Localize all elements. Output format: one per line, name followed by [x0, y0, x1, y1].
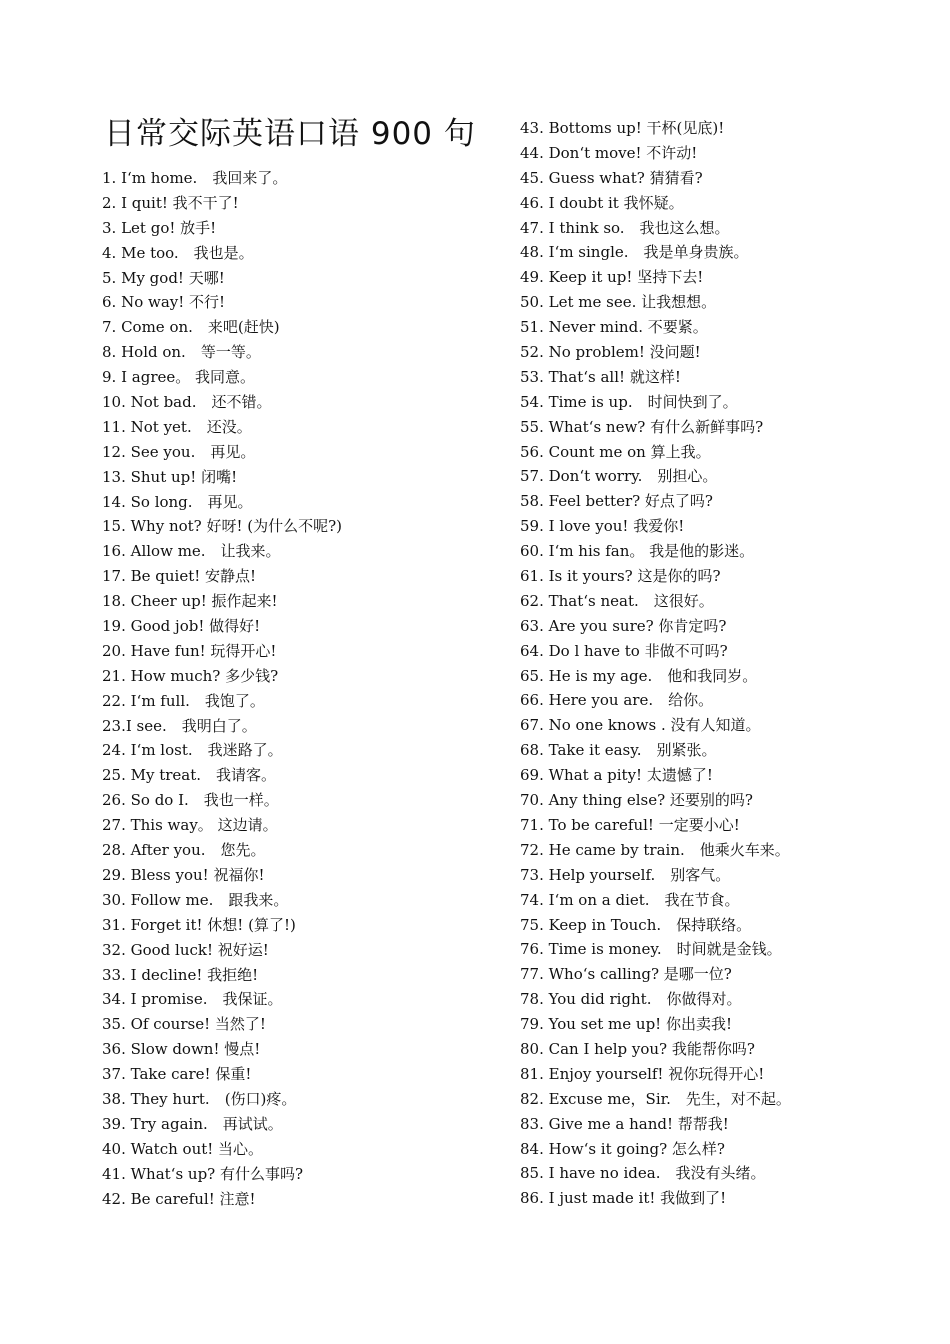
phrase-item: 28. After you. 您先。: [102, 841, 266, 860]
phrase-item: 36. Slow down! 慢点!: [102, 1040, 261, 1059]
phrase-item: 78. You did right. 你做得对。: [520, 990, 742, 1009]
phrase-item: 71. To be careful! 一定要小心!: [520, 815, 740, 834]
phrase-item: 49. Keep it up! 坚持下去!: [520, 268, 704, 287]
phrase-item: 30. Follow me. 跟我来。: [102, 890, 289, 909]
phrase-item: 74. I‘m on a diet. 我在节食。: [520, 890, 740, 909]
phrase-item: 58. Feel better? 好点了吗?: [520, 492, 713, 511]
phrase-item: 55. What‘s new? 有什么新鲜事吗?: [520, 417, 764, 436]
phrase-item: 54. Time is up. 时间快到了。: [520, 392, 738, 411]
phrase-item: 15. Why not? 好呀! (为什么不呢?): [102, 517, 343, 536]
phrase-item: 83. Give me a hand! 帮帮我!: [520, 1114, 729, 1133]
phrase-item: 85. I have no idea. 我没有头绪。: [520, 1164, 766, 1183]
phrase-item: 39. Try again. 再试试。: [102, 1114, 283, 1133]
phrase-item: 81. Enjoy yourself! 祝你玩得开心!: [520, 1064, 765, 1083]
phrase-item: 66. Here you are. 给你。: [520, 691, 714, 710]
phrase-item: 8. Hold on. 等一等。: [102, 343, 261, 362]
phrase-item: 37. Take care! 保重!: [102, 1065, 252, 1084]
phrase-item: 26. So do I. 我也一样。: [102, 791, 279, 810]
phrase-item: 73. Help yourself. 别客气。: [520, 865, 731, 884]
phrase-item: 47. I think so. 我也这么想。: [520, 218, 730, 237]
phrase-item: 24. I‘m lost. 我迷路了。: [102, 741, 283, 760]
phrase-item: 34. I promise. 我保证。: [102, 990, 283, 1009]
phrase-item: 21. How much? 多少钱?: [102, 666, 279, 685]
phrase-item: 50. Let me see. 让我想想。: [520, 293, 717, 312]
phrase-item: 18. Cheer up! 振作起来!: [102, 592, 278, 611]
phrase-item: 69. What a pity! 太遗憾了!: [520, 766, 713, 785]
phrase-item: 51. Never mind. 不要紧。: [520, 318, 708, 337]
phrase-item: 48. I‘m single. 我是单身贵族。: [520, 243, 749, 262]
phrase-item: 10. Not bad. 还不错。: [102, 393, 272, 412]
phrase-item: 13. Shut up! 闭嘴!: [102, 467, 238, 486]
phrase-item: 84. How‘s it going? 怎么样?: [520, 1139, 725, 1158]
phrase-item: 64. Do l have to 非做不可吗?: [520, 641, 728, 660]
phrase-item: 9. I agree。 我同意。: [102, 368, 256, 387]
phrase-item: 72. He came by train. 他乘火车来。: [520, 840, 790, 859]
right-phrase-column: [520, 116, 940, 1211]
phrase-item: 45. Guess what? 猜猜看?: [520, 168, 703, 187]
phrase-item: 62. That‘s neat. 这很好。: [520, 591, 714, 610]
phrase-item: 44. Don‘t move! 不许动!: [520, 143, 698, 162]
phrase-item: 53. That‘s all! 就这样!: [520, 367, 681, 386]
page-title: 日常交际英语口语 900 句: [104, 116, 476, 152]
phrase-item: 17. Be quiet! 安静点!: [102, 567, 257, 586]
phrase-item: 43. Bottoms up! 干杯(见底)!: [520, 119, 725, 137]
phrase-item: 63. Are you sure? 你肯定吗?: [520, 616, 727, 635]
phrase-item: 86. I just made it! 我做到了!: [520, 1189, 727, 1208]
phrase-item: 70. Any thing else? 还要别的吗?: [520, 791, 753, 810]
phrase-item: 6. No way! 不行!: [102, 293, 226, 312]
phrase-item: 75. Keep in Touch. 保持联络。: [520, 915, 752, 934]
phrase-item: 20. Have fun! 玩得开心!: [102, 641, 277, 660]
phrase-item: 60. I‘m his fan。 我是他的影迷。: [520, 542, 755, 561]
phrase-item: 41. What‘s up? 有什么事吗?: [102, 1164, 304, 1183]
phrase-item: 52. No problem! 没问题!: [520, 343, 701, 362]
phrase-item: 33. I decline! 我拒绝!: [102, 965, 259, 984]
phrase-item: 23.I see. 我明白了。: [102, 716, 257, 735]
phrase-item: 77. Who‘s calling? 是哪一位?: [520, 965, 732, 984]
phrase-item: 56. Count me on 算上我。: [520, 442, 711, 461]
phrase-item: 40. Watch out! 当心。: [102, 1139, 264, 1158]
phrase-item: 3. Let go! 放手!: [102, 218, 217, 237]
phrase-item: 65. He is my age. 他和我同岁。: [520, 666, 758, 685]
phrase-item: 2. I quit! 我不干了!: [102, 193, 239, 212]
phrase-item: 67. No one knows . 没有人知道。: [520, 716, 761, 735]
phrase-item: 5. My god! 天哪!: [102, 268, 225, 287]
phrase-item: 82. Excuse me，Sir. 先生，对不起。: [520, 1089, 791, 1108]
phrase-item: 42. Be careful! 注意!: [102, 1189, 256, 1208]
phrase-item: 59. I love you! 我爱你!: [520, 517, 685, 536]
phrase-item: 7. Come on. 来吧(赶快): [102, 318, 280, 337]
phrase-item: 38. They hurt. (伤口)疼。: [102, 1089, 297, 1108]
phrase-item: 12. See you. 再见。: [102, 442, 256, 461]
phrase-item: 1. I‘m home. 我回来了。: [102, 169, 288, 187]
phrase-item: 27. This way。 这边请。: [102, 816, 278, 835]
phrase-item: 79. You set me up! 你出卖我!: [520, 1015, 733, 1034]
phrase-item: 68. Take it easy. 别紧张。: [520, 741, 717, 760]
phrase-item: 76. Time is money. 时间就是金钱。: [520, 940, 782, 959]
phrase-item: 14. So long. 再见。: [102, 492, 253, 511]
phrase-item: 31. Forget it! 休想! (算了!): [102, 915, 296, 934]
phrase-item: 32. Good luck! 祝好运!: [102, 940, 269, 959]
phrase-item: 25. My treat. 我请客。: [102, 766, 277, 785]
phrase-item: 22. I‘m full. 我饱了。: [102, 691, 265, 710]
phrase-item: 35. Of course! 当然了!: [102, 1015, 266, 1034]
phrase-item: 57. Don‘t worry. 别担心。: [520, 467, 718, 486]
left-phrase-column: [102, 166, 502, 1211]
phrase-item: 4. Me too. 我也是。: [102, 243, 254, 262]
phrase-item: 46. I doubt it 我怀疑。: [520, 193, 684, 212]
phrase-item: 19. Good job! 做得好!: [102, 617, 261, 636]
phrase-item: 29. Bless you! 祝福你!: [102, 865, 265, 884]
phrase-item: 80. Can I help you? 我能帮你吗?: [520, 1039, 755, 1058]
phrase-item: 61. Is it yours? 这是你的吗?: [520, 567, 721, 586]
phrase-item: 16. Allow me. 让我来。: [102, 542, 281, 561]
phrase-item: 11. Not yet. 还没。: [102, 417, 252, 436]
